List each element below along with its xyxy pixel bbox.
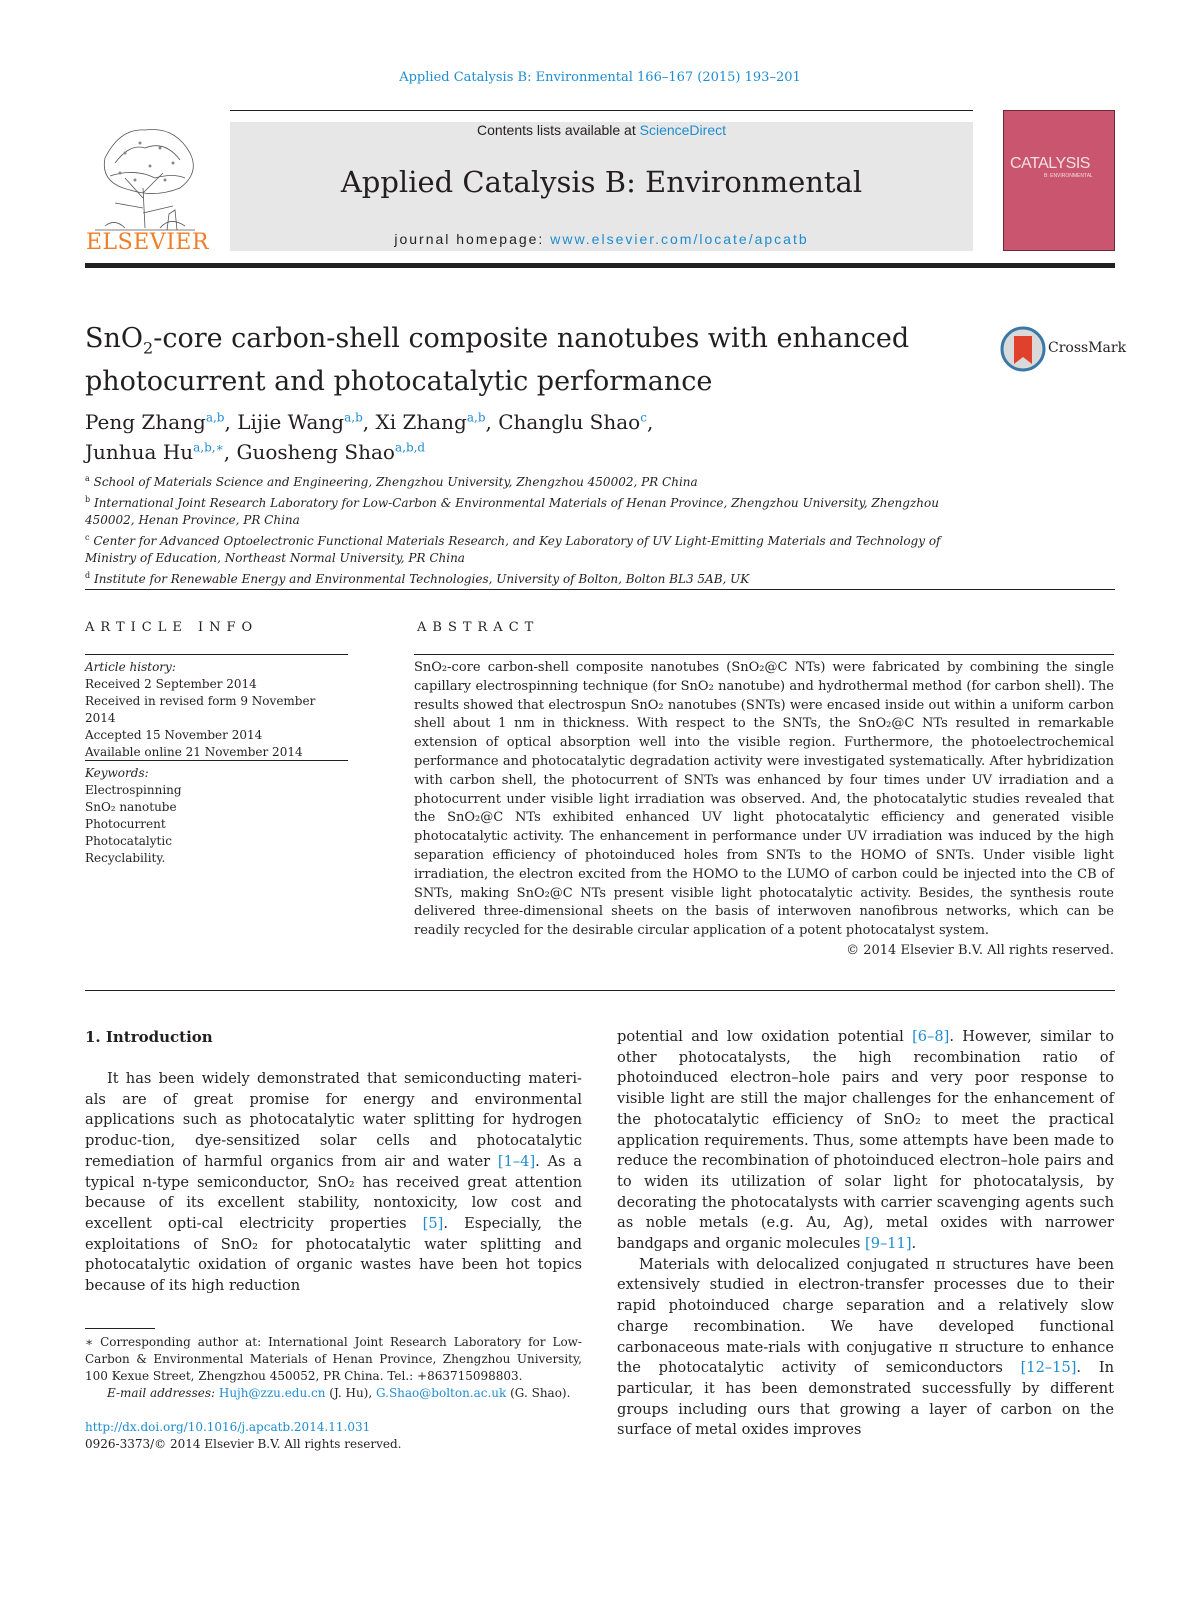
article-info-heading: ARTICLE INFO [85,620,259,635]
email-line: E-mail addresses: Hujh@zzu.edu.cn (J. Hu), G.Shao@bolton.ac.uk (G. Shao). [107,1386,571,1400]
author: Changlu Shao$^c$, [498,409,654,434]
author: Peng Zhang$^{a,b}$, [85,409,238,434]
journal-reference[interactable]: Applied Catalysis B: Environmental 166–167 (2015) 193–201 [399,70,801,85]
article-history [85,659,348,761]
paragraph: It has been widely demonstrated that semiconducting materi-als are of great promise for energy and environmental applications such as photocatalytic water splitting for hydrogen produc-tion, dye-sensitized solar cells and photocatalytic remediation of harmful organics from air and water [1–4]. As a typical n-type semiconductor, SnO₂ has received great attention because of its excellent stability, nontoxicity, low cost and excellent opti-cal electricity properties [5]. Especially, the exploitations of SnO₂ for photocatalytic water splitting and photocatalytic oxidation of organic wastes have been hot topics because of its high reduction [85,1070,583,1295]
affiliation: $^a$ School of Materials Science and Engineering, Zhengzhou University, Zhengzhou 450002, PR China [85,474,698,489]
journal-cover-thumbnail[interactable] [1003,110,1115,251]
history-item: Received 2 September 2014 [85,677,257,691]
crossmark-label: CrossMark [1048,340,1127,356]
paragraph: potential and low oxidation potential [6–8]. However, similar to other photocatalysts, the high recombination ratio of photoinduced electron–hole pairs and very poor response to visible light are still the major challenges for the enhancement of the photocatalytic efficiency of SnO₂ to meet the practical application requirements. Thus, some attempts have been made to reduce the recombination of photoinduced electron–hole pairs and to widen its utilization of solar light for photocatalysis, by decorating the photocatalysts with carrier scavenging agents such as noble metals (e.g. Au, Ag), metal oxides with narrower bandgaps and organic molecules [9–11]. [617,1028,1115,1253]
elsevier-logo-text: ELSEVIER [86,230,210,255]
journal-title: Applied Catalysis B: Environmental [340,165,863,199]
history-item: Available online 21 November 2014 [85,745,303,759]
history-item: Accepted 15 November 2014 [85,728,263,742]
affiliation: $^d$ Institute for Renewable Energy and Environmental Technologies, University of Bolton, Bolton BL3 5AB, UK [85,571,750,586]
contents-line: Contents lists available at ScienceDirect [476,122,726,138]
keyword: Photocurrent [85,817,166,831]
citation-link[interactable]: [5] [422,1214,444,1232]
section-heading-introduction: 1. Introduction [85,1028,213,1046]
email-link[interactable]: Hujh@zzu.edu.cn [218,1386,326,1400]
sciencedirect-link[interactable]: ScienceDirect [639,122,726,138]
body-left-column [85,1069,582,1297]
body-rule [85,990,1115,991]
abstract-text: SnO₂-core carbon-shell composite nanotubes (SnO₂@C NTs) were fabricated by combining the single capillary electrospinning technique (for SnO₂ nanotube) and hydrothermal method (for carbon shell). The results showed that electrospun SnO₂ nanotubes (SNTs) were encased inside out within a uniform carbon shell about 1 nm in thickness. With respect to the SNTs, the SnO₂@C NTs resulted in remarkable extension of optical absorption well into the visible region. Furthermore, the photoelectrochemical performance and photocatalytic degradation activity were investigated systematically. After hybridization with carbon shell, the photocurrent of SNTs was enhanced by four times under UV irradiation and a photocurrent under visible light irradiation was observed. And, the photocatalytic studies revealed that the SnO₂@C NTs exhibited enhanced UV light photocatalytic efficiency and generated visible photocatalytic activity. The enhancement in performance under UV irradiation was induced by the high separation efficiency of photoinduced holes from SNTs to the HOMO of SNTs. Under visible light irradiation, the electron excited from the HOMO to the LUMO of carbon could be injected into the CB of SNTs, making SnO₂@C NTs present visible light photocatalytic activity. Besides, the synthesis route delivered three-dimensional sheets on the basis of interwoven nanofibrous networks, which can be readily recycled for the desirable circular application of a potent photocatalyst system. [414,660,1114,939]
affiliation: $^c$ Center for Advanced Optoelectronic Functional Materials Research, and Key Laboratory of UV Light-Emitting Materials and Technology of Ministry of Education, Northeast Normal University, PR China [85,533,941,565]
header-rule [230,110,973,111]
citation-link[interactable]: [6–8] [912,1028,950,1045]
article-info-rule [85,654,348,655]
journal-homepage-line: journal homepage: www.elsevier.com/locate/apcatb [394,231,809,247]
citation-link[interactable]: [1–4] [497,1152,536,1170]
abstract-heading: ABSTRACT [417,620,540,635]
issn-copyright: 0926-3373/© 2014 Elsevier B.V. All rights reserved. [85,1437,402,1451]
section-rule [85,589,1115,590]
article-title: SnO$_2$-core carbon-shell composite nanotubes with enhanced photocurrent and photocatalytic performance [85,323,910,398]
email-link[interactable]: G.Shao@bolton.ac.uk [375,1386,507,1400]
footnote-text: ∗ Corresponding author at: International Joint Research Laboratory for Low-Carbon & Environmental Materials of Henan Province, Zhengzhou University, 100 Kexue Street, Zhengzhou 450052, PR China. Tel.: +863715098803. [85,1335,582,1383]
keyword: Photocatalytic [85,834,172,848]
keyword: SnO₂ nanotube [85,800,177,814]
keywords-rule [85,760,348,761]
citation-link[interactable]: [12–15] [1020,1359,1077,1377]
author: Guosheng Shao$^{a,b,d}$ [236,440,426,465]
crossmark-icon [1000,326,1046,372]
abstract-rule [414,654,1114,655]
body-right-column [617,1027,1114,1441]
keywords [85,765,348,867]
affiliation: $^b$ International Joint Research Laboratory for Low-Carbon & Environmental Materials of Henan Province, Zhengzhou University, Zhengzhou 450002, Henan Province, PR China [85,495,939,527]
citation-link[interactable]: [9–11] [865,1235,912,1253]
footnote-rule [85,1328,155,1329]
keyword: Electrospinning [85,783,182,797]
author: Junhua $Hu^{a,b,∗}$, [85,440,237,465]
keywords-label: Keywords: [85,766,149,780]
author-list [85,404,1045,465]
history-item: Received in revised form 9 November 2014 [85,694,316,725]
doi-link[interactable]: http://dx.doi.org/10.1016/j.apcatb.2014.11.031 [85,1420,371,1434]
paragraph: Materials with delocalized conjugated π structures have been extensively studied in electron-transfer processes due to their rapid photoinduced charge separation and a relatively slow charge recombination. We have developed functional carbonaceous mate-rials with conjugative π structure to enhance the photocatalytic activity of semiconductors [12–15]. In particular, it has been demonstrated successfully by different groups including ours that growing a layer of carbon on the surface of metal oxides improves [617,1255,1114,1439]
affiliations [85,470,985,588]
cover-subtitle: B: ENVIRONMENTAL [1044,173,1093,179]
cover-title: CATALYSIS [1010,155,1090,172]
journal-homepage-link[interactable]: www.elsevier.com/locate/apcatb [550,231,809,247]
corresponding-author-footnote [85,1334,582,1402]
header-thick-rule [85,263,1115,268]
author: Xi Zhang$^{a,b}$, [375,409,499,434]
abstract-copyright: © 2014 Elsevier B.V. All rights reserved. [846,943,1114,958]
keyword: Recyclability. [85,851,166,865]
author: Lijie Wang$^{a,b}$, [237,409,376,434]
crossmark-badge[interactable] [1000,326,1127,374]
article-history-label: Article history: [85,660,176,674]
